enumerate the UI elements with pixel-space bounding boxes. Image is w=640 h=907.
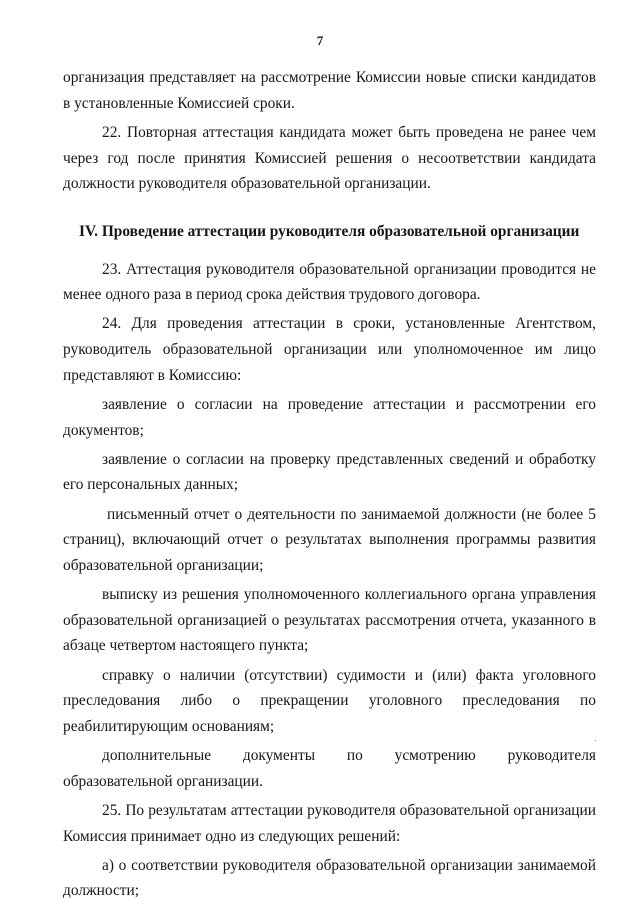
paragraph-22: 22. Повторная аттестация кандидата может быть проведена не ранее чем через год после принятия Комиссией решения о несоответствии кандидата должности руководителя образовательной организации.	[63, 123, 596, 193]
section-heading: IV. Проведение аттестации руководителя образовательной организации	[79, 222, 580, 240]
list-item-additional-documents: дополнительные документы по усмотрению руководителя образовательной организации.	[63, 747, 596, 790]
list-item-application-attestation: заявление о согласии на проведение аттестации и рассмотрении его документов;	[63, 395, 596, 439]
paragraph-continuation: организация представляет на рассмотрение Комиссии новые списки кандидатов в установленные Комиссией сроки.	[63, 69, 596, 112]
decision-item-a: а) о соответствии руководителя образовательной организации занимаемой должности;	[63, 856, 596, 900]
list-item-criminal-record-certificate: справку о наличии (отсутствии) судимости и (или) факта уголовного преследования либо о прекращении уголовного преследования по реабилитирующим основаниям;	[63, 666, 596, 735]
paragraph-24: 24. Для проведения аттестации в сроки, установленные Агентством, руководитель образовательной организации или уполномоченное им лицо представляют в Комиссию:	[63, 315, 596, 384]
scan-speck	[595, 740, 596, 741]
list-item-application-data-processing: заявление о согласии на проверку представленных сведений и обработку его персональных данных;	[63, 450, 596, 494]
document-body	[63, 65, 600, 907]
list-item-written-report: письменный отчет о деятельности по занимаемой должности (не более 5 страниц), включающий отчет о результатах выполнения программы развития образовательной организации;	[63, 505, 600, 574]
paragraph-25: 25. По результатам аттестации руководителя образовательной организации Комиссия принимает одно из следующих решений:	[63, 801, 596, 845]
list-item-decision-extract: выписку из решения уполномоченного коллегиального органа управления образовательной организацией о результатах рассмотрения отчета, указанного в абзаце четвертом настоящего пункта;	[63, 586, 596, 655]
paragraph-23: 23. Аттестация руководителя образовательной организации проводится не менее одного раза в период срока действия трудового договора.	[63, 260, 596, 304]
page-number: 7	[316, 33, 324, 48]
